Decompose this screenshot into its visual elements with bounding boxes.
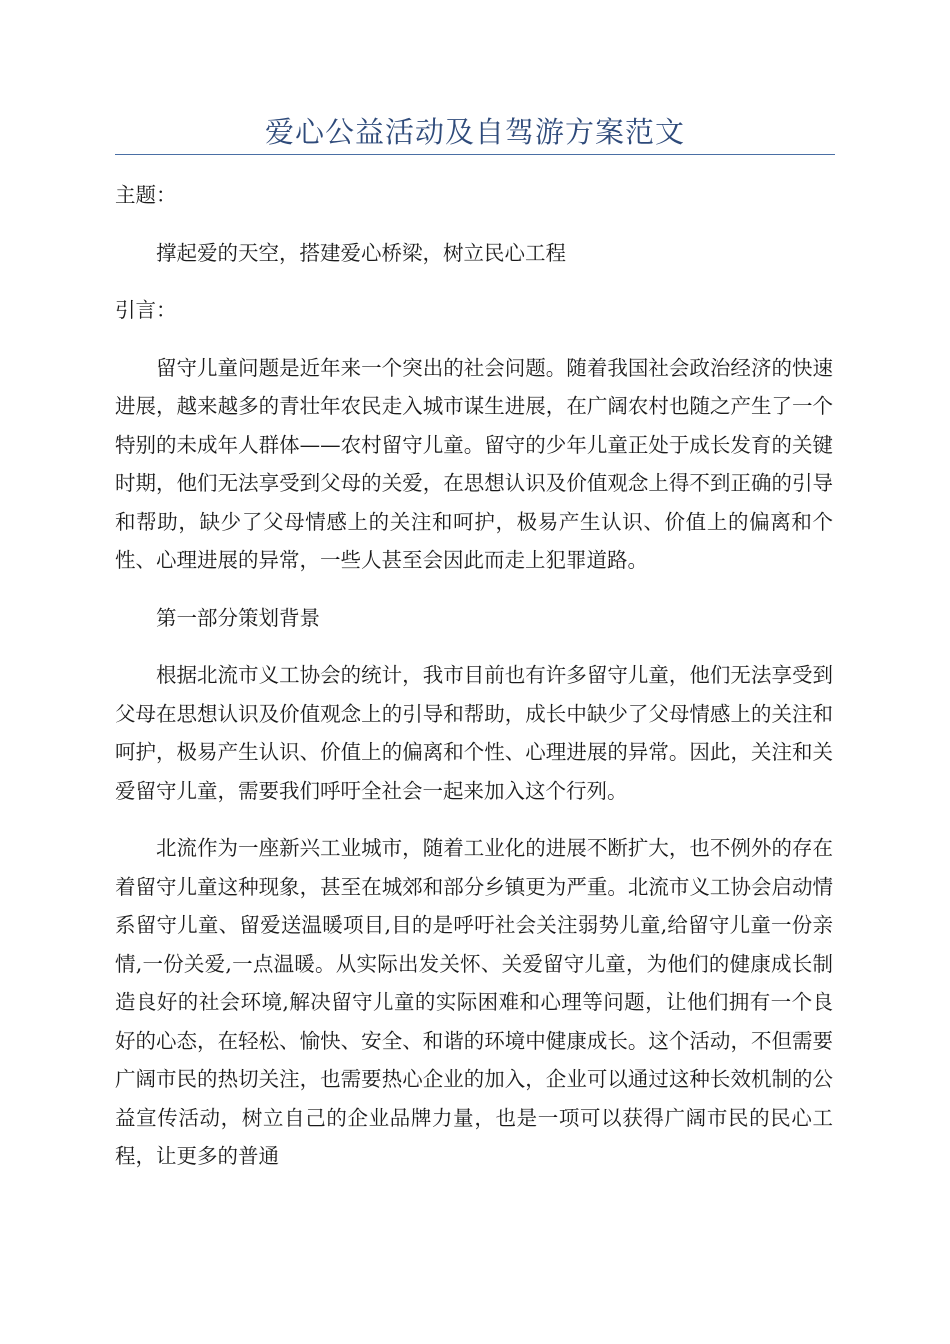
section-heading-background: 第一部分策划背景 — [156, 605, 320, 630]
background-paragraph-2: 北流作为一座新兴工业城市，随着工业化的进展不断扩大，也不例外的存在着留守儿童这种现象，甚至在城郊和部分乡镇更为严重。北流市义工协会启动情系留守儿童、留爱送温暖项目,目的是呼吁社会关注弱势儿童,给留守儿童一份亲情,一份关爱,一点温暖。从实际出发关怀、关爱留守儿童，为他们的健康成长制造良好的社会环境,解决留守儿童的实际困难和心理等问题，让他们拥有一个良好的心态，在轻松、愉快、安全、和谐的环境中健康成长。这个活动，不但需要广阔市民的热切关注，也需要热心企业的加入，企业可以通过这种长效机制的公益宣传活动，树立自己的企业品牌力量，也是一项可以获得广阔市民的民心工程，让更多的普通 — [115, 836, 833, 1168]
document-title: 爱心公益活动及自驾游方案范文 — [264, 115, 685, 149]
intro-paragraph: 留守儿童问题是近年来一个突出的社会问题。随着我国社会政治经济的快速进展，越来越多的青壮年农民走入城市谋生进展，在广阔农村也随之产生了一个特别的未成年人群体——农村留守儿童。留守的少年儿童正处于成长发育的关键时期，他们无法享受到父母的关爱，在思想认识及价值观念上得不到正确的引导和帮助，缺少了父母情感上的关注和呵护，极易产生认识、价值上的偏离和个性、心理进展的异常，一些人甚至会因此而走上犯罪道路。 — [115, 355, 833, 572]
background-paragraph-1: 根据北流市义工协会的统计，我市目前也有许多留守儿童，他们无法享受到父母在思想认识及价值观念上的引导和帮助，成长中缺少了父母情感上的关注和呵护，极易产生认识、价值上的偏离和个性、心理进展的异常。因此，关注和关爱留守儿童，需要我们呼吁全社会一起来加入这个行列。 — [115, 663, 833, 803]
intro-label: 引言： — [115, 298, 177, 322]
document-body — [115, 176, 833, 1195]
theme-text: 撑起爱的天空，搭建爱心桥梁，树立民心工程 — [156, 240, 566, 265]
theme-label: 主题： — [115, 183, 177, 207]
title-underline — [115, 154, 835, 155]
